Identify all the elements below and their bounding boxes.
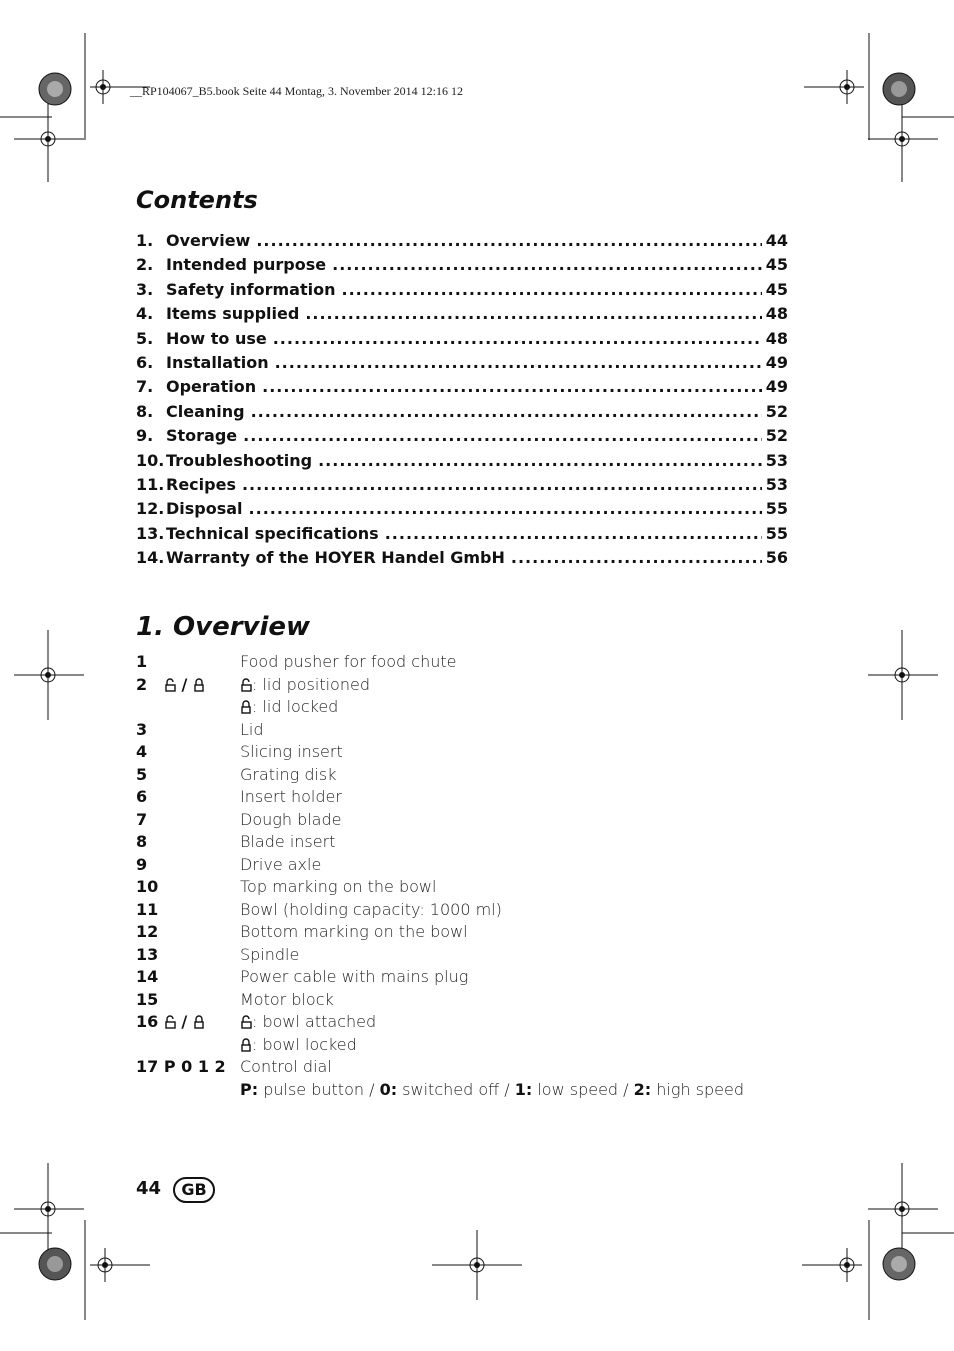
toc-number: 3. <box>136 279 154 299</box>
list-item <box>136 810 836 833</box>
toc-page: 52 <box>765 426 788 446</box>
toc-leader <box>332 255 762 274</box>
item-number <box>136 1012 205 1031</box>
list-item <box>136 1035 836 1058</box>
item-label: Slicing insert <box>240 742 343 761</box>
list-item <box>136 945 836 968</box>
toc-title: Items supplied <box>166 304 300 324</box>
language-badge: GB <box>173 1177 215 1203</box>
item-number: 15 <box>136 989 159 1009</box>
item-number: 4 <box>136 742 148 761</box>
item-number: 14 <box>136 967 159 986</box>
toc-leader <box>249 499 762 518</box>
toc-title: Technical specifications <box>166 523 379 543</box>
item-label: Drive axle <box>240 854 322 874</box>
item-label: Control dial <box>240 1057 332 1076</box>
item-label: Spindle <box>240 944 300 964</box>
list-item <box>136 900 836 923</box>
list-item <box>136 652 836 675</box>
toc-page: 49 <box>765 377 788 397</box>
padlock-open-icon <box>240 1015 252 1029</box>
toc-row <box>136 280 788 304</box>
toc-row <box>136 451 788 475</box>
separator: / <box>181 674 188 694</box>
item-number: 11 <box>136 899 159 919</box>
item-label <box>240 675 370 694</box>
toc-number: 11. <box>136 474 165 494</box>
item-label-text: : lid locked <box>252 697 339 716</box>
toc-leader <box>273 329 762 348</box>
list-item <box>136 855 836 878</box>
table-of-contents <box>136 231 788 572</box>
list-item <box>136 1057 836 1080</box>
toc-title: Operation <box>166 377 257 397</box>
overview-title: 1. Overview <box>136 612 311 642</box>
list-item <box>136 1080 836 1103</box>
toc-page: 53 <box>765 450 788 470</box>
toc-row <box>136 377 788 401</box>
toc-leader <box>242 475 762 494</box>
item-label: Blade insert <box>240 832 336 851</box>
padlock-closed-icon <box>193 1015 205 1029</box>
legend-text: switched off / <box>397 1079 515 1099</box>
toc-leader <box>256 231 761 250</box>
padlock-closed-icon <box>193 678 205 692</box>
legend-text: pulse button / <box>258 1079 380 1099</box>
overview-list <box>136 652 836 1102</box>
toc-title: Warranty of the HOYER Handel GmbH <box>166 548 505 568</box>
item-number: 3 <box>136 719 148 739</box>
toc-page: 55 <box>765 523 788 543</box>
legend-key: 0: <box>379 1079 398 1099</box>
toc-row <box>136 304 788 328</box>
item-label-text: : bowl attached <box>252 1012 377 1031</box>
toc-row <box>136 329 788 353</box>
padlock-open-icon <box>164 1015 176 1029</box>
item-label: Lid <box>240 719 264 739</box>
toc-title: Storage <box>166 426 238 446</box>
item-label: Top marking on the bowl <box>240 877 437 896</box>
list-item <box>136 765 836 788</box>
toc-row <box>136 499 788 523</box>
toc-leader <box>385 524 762 543</box>
toc-title: Intended purpose <box>166 255 327 275</box>
item-number-text: 2 <box>136 674 148 694</box>
toc-leader <box>318 451 762 470</box>
toc-page: 48 <box>765 304 788 324</box>
toc-number: 14. <box>136 548 165 568</box>
item-number: 6 <box>136 787 148 806</box>
list-item <box>136 922 836 945</box>
speed-legend <box>240 1080 744 1099</box>
toc-title: Safety information <box>166 279 336 299</box>
toc-page: 44 <box>765 231 788 250</box>
toc-page: 45 <box>765 255 788 275</box>
item-number: 17 P 0 1 2 <box>136 1057 226 1076</box>
toc-number: 6. <box>136 352 154 372</box>
item-number: 7 <box>136 809 148 829</box>
contents-title: Contents <box>136 186 258 214</box>
toc-title: Troubleshooting <box>166 450 313 470</box>
toc-number: 4. <box>136 304 154 324</box>
toc-row <box>136 548 788 572</box>
item-number: 1 <box>136 652 148 671</box>
legend-text: high speed <box>651 1079 745 1099</box>
toc-number: 13. <box>136 523 165 543</box>
toc-page: 49 <box>765 352 788 372</box>
list-item <box>136 720 836 743</box>
toc-number: 5. <box>136 328 154 348</box>
item-label: Bottom marking on the bowl <box>240 922 468 941</box>
toc-leader <box>251 402 762 421</box>
item-number: 8 <box>136 832 148 851</box>
item-number: 5 <box>136 764 148 784</box>
toc-row <box>136 353 788 377</box>
item-label: Insert holder <box>240 787 342 806</box>
legend-key: 2: <box>633 1079 652 1099</box>
toc-leader <box>275 353 762 372</box>
item-label: Grating disk <box>240 764 337 784</box>
toc-title: Disposal <box>166 499 243 519</box>
padlock-open-icon <box>164 678 176 692</box>
item-number: 13 <box>136 944 159 964</box>
item-label: Power cable with mains plug <box>240 967 469 986</box>
toc-title: Overview <box>166 231 251 250</box>
toc-row <box>136 255 788 279</box>
list-item <box>136 675 836 698</box>
legend-key: 1: <box>514 1079 533 1099</box>
item-label-text: : bowl locked <box>252 1034 357 1054</box>
list-item <box>136 1012 836 1035</box>
toc-title: Installation <box>166 352 269 372</box>
toc-row <box>136 426 788 450</box>
padlock-closed-icon <box>240 700 252 714</box>
item-number: 12 <box>136 922 159 941</box>
list-item <box>136 967 836 990</box>
toc-number: 9. <box>136 426 154 446</box>
item-number: 10 <box>136 877 159 896</box>
list-item <box>136 697 836 720</box>
print-header: __RP104067_B5.book Seite 44 Montag, 3. November 2014 12:16 12 <box>130 84 463 98</box>
item-number: 9 <box>136 854 148 874</box>
item-label <box>240 1035 357 1054</box>
item-label: Bowl (holding capacity: 1000 ml) <box>240 899 502 919</box>
toc-row <box>136 524 788 548</box>
toc-leader <box>341 280 761 299</box>
list-item <box>136 832 836 855</box>
toc-number: 12. <box>136 499 165 519</box>
list-item <box>136 742 836 765</box>
toc-page: 52 <box>765 401 788 421</box>
separator: / <box>181 1012 188 1031</box>
item-label: Food pusher for food chute <box>240 652 457 671</box>
item-number <box>136 675 205 694</box>
toc-leader <box>262 377 762 396</box>
toc-row <box>136 475 788 499</box>
item-label: Dough blade <box>240 809 342 829</box>
item-label <box>240 1012 376 1031</box>
list-item <box>136 877 836 900</box>
toc-number: 7. <box>136 377 154 397</box>
toc-page: 56 <box>765 548 788 568</box>
toc-page: 55 <box>765 499 788 519</box>
legend-text: low speed / <box>532 1079 634 1099</box>
item-label-text: : lid positioned <box>252 674 370 694</box>
list-item <box>136 990 836 1013</box>
toc-leader <box>511 548 762 567</box>
toc-page: 45 <box>765 279 788 299</box>
toc-page: 48 <box>765 328 788 348</box>
toc-number: 8. <box>136 401 154 421</box>
page-number: 44 <box>136 1178 162 1199</box>
list-item <box>136 787 836 810</box>
toc-title: Cleaning <box>166 401 245 421</box>
padlock-open-icon <box>240 678 252 692</box>
toc-page: 53 <box>765 474 788 494</box>
toc-row <box>136 231 788 255</box>
toc-row <box>136 402 788 426</box>
toc-number: 10. <box>136 450 165 470</box>
padlock-closed-icon <box>240 1038 252 1052</box>
legend-key: P: <box>240 1079 259 1099</box>
toc-leader <box>305 304 761 323</box>
toc-title: Recipes <box>166 474 236 494</box>
toc-number: 1. <box>136 231 154 250</box>
item-label: Motor block <box>240 989 334 1009</box>
toc-title: How to use <box>166 328 267 348</box>
toc-leader <box>243 426 762 445</box>
item-label <box>240 697 338 716</box>
toc-number: 2. <box>136 255 154 275</box>
item-number-text: 16 <box>136 1012 159 1031</box>
